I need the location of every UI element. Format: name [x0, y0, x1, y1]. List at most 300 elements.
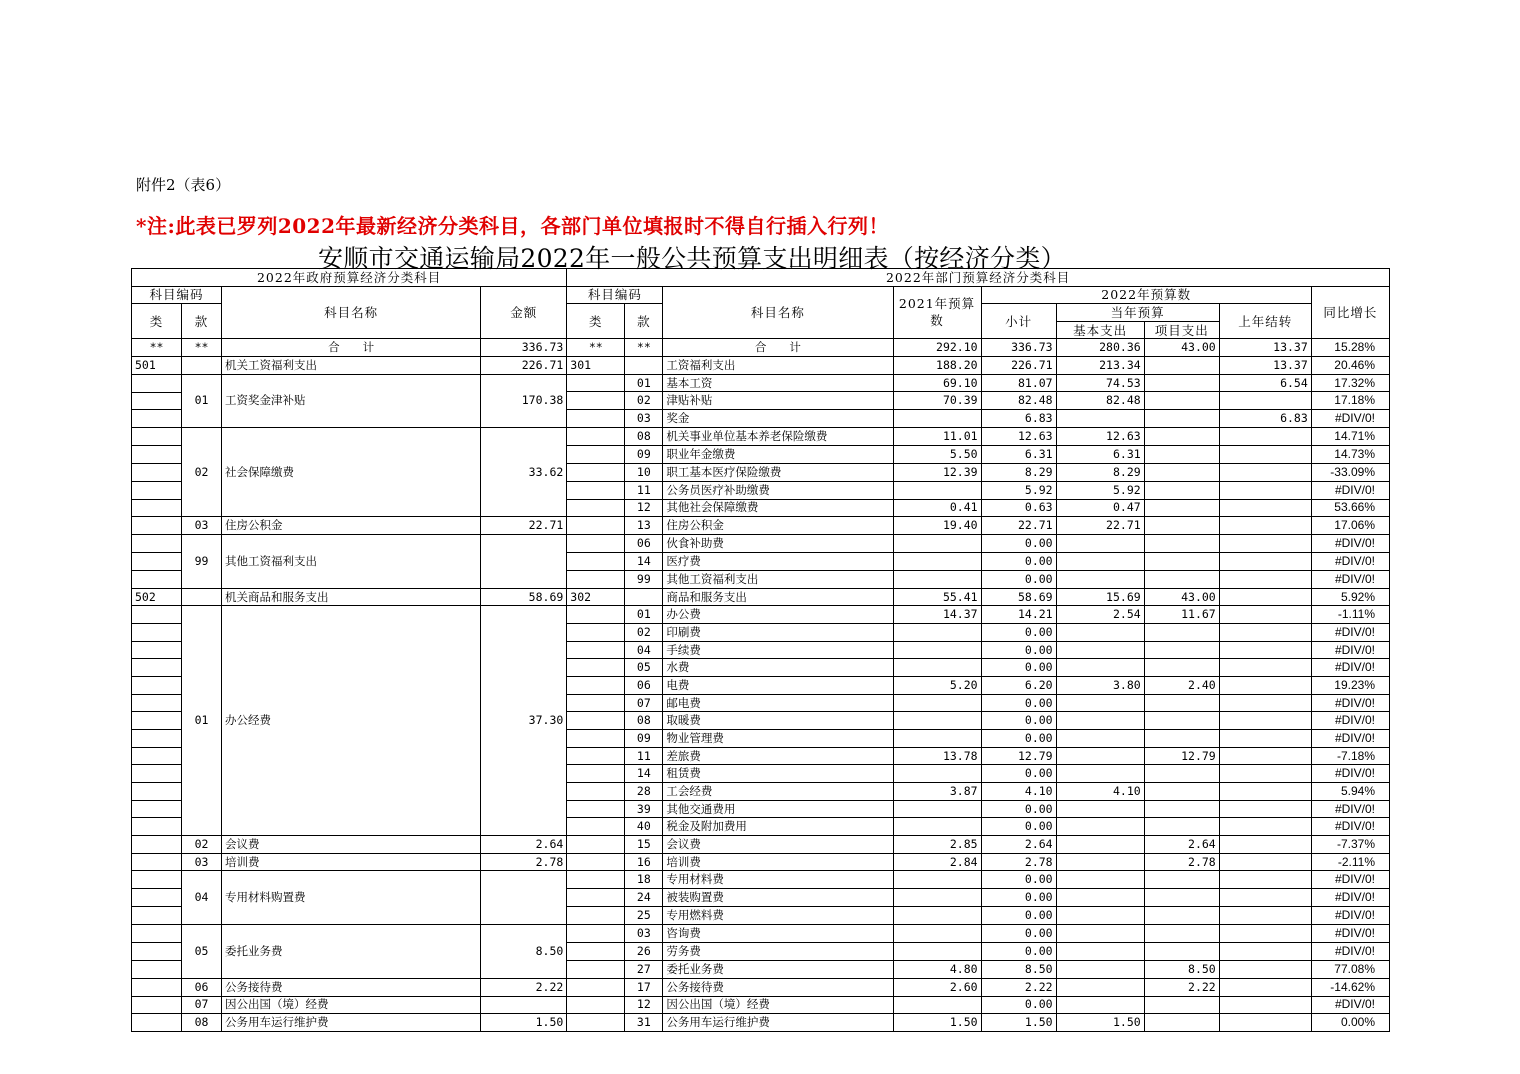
carryover-cell: [1219, 978, 1311, 996]
gov-class-cell: 502: [132, 588, 182, 606]
dept-name-cell: 取暖费: [663, 712, 893, 730]
dept-item-cell: 99: [625, 570, 663, 588]
yoy-cell: #DIV/0!: [1311, 570, 1389, 588]
project-cell: [1144, 765, 1219, 783]
gov-item-cell: 02: [182, 428, 222, 517]
yoy-cell: -14.62%: [1311, 978, 1389, 996]
dept-name-cell: 公务用车运行维护费: [663, 1014, 893, 1032]
basic-cell: 82.48: [1056, 392, 1144, 410]
budget-2021-cell: [893, 712, 981, 730]
class-cell-segment: [132, 889, 181, 907]
budget-2021-cell: 11.01: [893, 428, 981, 446]
dept-subject-code-header: 科目编码: [567, 286, 663, 304]
class-cell-segment: [132, 907, 181, 924]
budget-2021-cell: 13.78: [893, 747, 981, 765]
gov-amount-cell: [481, 996, 567, 1014]
gov-name-cell: 办公经费: [222, 606, 481, 836]
class-cell-segment: [132, 925, 181, 943]
dept-item-cell: 40: [625, 818, 663, 836]
carryover-cell: [1219, 624, 1311, 642]
gov-amount-cell: 58.69: [481, 588, 567, 606]
gov-item-cell: 02: [182, 836, 222, 854]
dept-item-cell: 11: [625, 481, 663, 499]
budget-2021-cell: [893, 641, 981, 659]
dept-class-cell: [567, 428, 625, 446]
dept-item-cell: 02: [625, 392, 663, 410]
carryover-cell: [1219, 853, 1311, 871]
project-cell: [1144, 624, 1219, 642]
gov-class-cell: 501: [132, 356, 182, 374]
basic-cell: 15.69: [1056, 588, 1144, 606]
gov-item-cell: 03: [182, 853, 222, 871]
carryover-cell: 6.83: [1219, 410, 1311, 428]
dept-name-cell: 专用材料费: [663, 871, 893, 889]
basic-cell: 5.92: [1056, 481, 1144, 499]
attachment-label: 附件2（表6）: [136, 176, 231, 194]
class-cell-dividers: [132, 535, 181, 588]
dept-class-cell: [567, 783, 625, 801]
class-cell-dividers: [132, 428, 181, 516]
basic-cell: [1056, 978, 1144, 996]
project-cell: [1144, 783, 1219, 801]
yoy-cell: 5.92%: [1311, 588, 1389, 606]
dept-name-cell: 职业年金缴费: [663, 446, 893, 464]
project-cell: [1144, 552, 1219, 570]
dept-item-cell: 04: [625, 641, 663, 659]
gov-amount-cell: 2.64: [481, 836, 567, 854]
total-gov-amount: 336.73: [481, 339, 567, 357]
yoy-cell: -2.11%: [1311, 853, 1389, 871]
class-cell-dividers: [132, 925, 181, 978]
yoy-cell: 14.71%: [1311, 428, 1389, 446]
carryover-cell: [1219, 392, 1311, 410]
dept-class-cell: [567, 818, 625, 836]
project-cell: [1144, 641, 1219, 659]
current-year-header: 当年预算: [1056, 304, 1219, 322]
gov-class-cell: [132, 978, 182, 996]
dept-item-cell: 27: [625, 960, 663, 978]
total-budget-2021: 292.10: [893, 339, 981, 357]
dept-class-header: 类: [567, 304, 625, 339]
subtotal-cell: 226.71: [981, 356, 1056, 374]
class-cell-segment: [132, 642, 181, 660]
dept-name-cell: 因公出国（境）经费: [663, 996, 893, 1014]
project-cell: 2.40: [1144, 677, 1219, 695]
budget-2021-cell: 2.85: [893, 836, 981, 854]
dept-name-cell: 劳务费: [663, 943, 893, 961]
project-cell: [1144, 481, 1219, 499]
dept-name-cell: 手续费: [663, 641, 893, 659]
gov-amount-header: 金额: [481, 286, 567, 339]
dept-name-cell: 其他社会保障缴费: [663, 499, 893, 517]
dept-class-cell: [567, 853, 625, 871]
dept-class-cell: [567, 446, 625, 464]
dept-name-cell: 职工基本医疗保险缴费: [663, 463, 893, 481]
project-cell: [1144, 800, 1219, 818]
carryover-cell: [1219, 677, 1311, 695]
subtotal-cell: 2.78: [981, 853, 1056, 871]
dept-item-cell: 16: [625, 853, 663, 871]
table-row: [132, 428, 1390, 446]
project-cell: [1144, 517, 1219, 535]
gov-name-cell: 机关工资福利支出: [222, 356, 481, 374]
subtotal-cell: 8.29: [981, 463, 1056, 481]
dept-class-cell: 301: [567, 356, 625, 374]
dept-name-cell: 水费: [663, 659, 893, 677]
dept-name-cell: 其他工资福利支出: [663, 570, 893, 588]
project-cell: [1144, 428, 1219, 446]
project-cell: [1144, 570, 1219, 588]
class-cell-segment: [132, 659, 181, 677]
subtotal-cell: 0.00: [981, 712, 1056, 730]
page-title: 安顺市交通运输局2022年一般公共预算支出明细表（按经济分类）: [318, 244, 1066, 273]
subtotal-cell: 0.00: [981, 552, 1056, 570]
dept-item-cell: 39: [625, 800, 663, 818]
dept-name-cell: 商品和服务支出: [663, 588, 893, 606]
budget-2021-cell: [893, 570, 981, 588]
dept-class-cell: [567, 374, 625, 392]
total-gov-class: **: [132, 339, 182, 357]
dept-class-cell: [567, 499, 625, 517]
yoy-cell: 19.23%: [1311, 677, 1389, 695]
budget-2021-cell: 4.80: [893, 960, 981, 978]
dept-class-cell: [567, 641, 625, 659]
budget-2021-cell: [893, 818, 981, 836]
gov-item-cell: 01: [182, 606, 222, 836]
carryover-cell: [1219, 836, 1311, 854]
subtotal-cell: 8.50: [981, 960, 1056, 978]
yoy-cell: 0.00%: [1311, 1014, 1389, 1032]
dept-name-cell: 公务接待费: [663, 978, 893, 996]
project-cell: [1144, 446, 1219, 464]
dept-name-cell: 委托业务费: [663, 960, 893, 978]
dept-name-cell: 培训费: [663, 853, 893, 871]
class-cell-segment: [132, 571, 181, 588]
budget-table: [131, 268, 1390, 1032]
yoy-cell: 5.94%: [1311, 783, 1389, 801]
dept-class-cell: [567, 463, 625, 481]
subtotal-cell: 82.48: [981, 392, 1056, 410]
basic-cell: [1056, 925, 1144, 943]
budget-2021-cell: [893, 800, 981, 818]
gov-name-cell: 公务用车运行维护费: [222, 1014, 481, 1032]
subtotal-cell: 2.64: [981, 836, 1056, 854]
subtotal-cell: 22.71: [981, 517, 1056, 535]
project-cell: [1144, 499, 1219, 517]
class-cell-segment: [132, 961, 181, 978]
basic-cell: [1056, 730, 1144, 748]
gov-subject-name-header: 科目名称: [222, 286, 481, 339]
gov-class-cell: [132, 428, 182, 517]
budget-2021-cell: 5.20: [893, 677, 981, 695]
subtotal-cell: 0.00: [981, 694, 1056, 712]
dept-class-cell: [567, 712, 625, 730]
dept-item-cell: 09: [625, 446, 663, 464]
dept-item-cell: [625, 588, 663, 606]
budget-2022-header: 2022年预算数: [981, 286, 1311, 304]
yoy-cell: 14.73%: [1311, 446, 1389, 464]
gov-item-cell: 03: [182, 517, 222, 535]
yoy-cell: #DIV/0!: [1311, 694, 1389, 712]
total-gov-item: **: [182, 339, 222, 357]
gov-amount-cell: 8.50: [481, 925, 567, 979]
dept-class-cell: [567, 410, 625, 428]
dept-item-cell: 15: [625, 836, 663, 854]
dept-item-cell: 06: [625, 534, 663, 552]
dept-name-cell: 工资福利支出: [663, 356, 893, 374]
budget-2021-cell: 12.39: [893, 463, 981, 481]
basic-cell: 22.71: [1056, 517, 1144, 535]
subtotal-cell: 0.63: [981, 499, 1056, 517]
basic-cell: [1056, 853, 1144, 871]
table-row: [132, 853, 1390, 871]
subtotal-cell: 0.00: [981, 659, 1056, 677]
dept-item-cell: 01: [625, 606, 663, 624]
project-cell: [1144, 374, 1219, 392]
dept-name-cell: 伙食补助费: [663, 534, 893, 552]
dept-class-cell: [567, 534, 625, 552]
basic-cell: [1056, 747, 1144, 765]
budget-2021-cell: [893, 871, 981, 889]
budget-2021-cell: [893, 694, 981, 712]
dept-name-cell: 专用燃料费: [663, 907, 893, 925]
carryover-cell: [1219, 818, 1311, 836]
gov-amount-cell: [481, 871, 567, 925]
dept-item-cell: 24: [625, 889, 663, 907]
project-cell: [1144, 871, 1219, 889]
table-row: [132, 925, 1390, 943]
class-cell-segment: [132, 695, 181, 713]
carryover-cell: [1219, 481, 1311, 499]
project-cell: [1144, 943, 1219, 961]
project-cell: 11.67: [1144, 606, 1219, 624]
yoy-cell: 77.08%: [1311, 960, 1389, 978]
dept-item-cell: 01: [625, 374, 663, 392]
basic-cell: [1056, 570, 1144, 588]
budget-2021-cell: 14.37: [893, 606, 981, 624]
yoy-cell: #DIV/0!: [1311, 765, 1389, 783]
basic-cell: [1056, 765, 1144, 783]
dept-subject-name-header: 科目名称: [663, 286, 893, 339]
budget-2021-cell: 3.87: [893, 783, 981, 801]
project-cell: [1144, 996, 1219, 1014]
dept-class-cell: [567, 624, 625, 642]
basic-cell: [1056, 889, 1144, 907]
carryover-cell: [1219, 517, 1311, 535]
carryover-cell: [1219, 943, 1311, 961]
subtotal-cell: 0.00: [981, 641, 1056, 659]
subtotal-cell: 6.20: [981, 677, 1056, 695]
yoy-header: 同比增长: [1311, 286, 1389, 339]
class-cell-segment: [132, 606, 181, 624]
gov-item-cell: [182, 588, 222, 606]
carryover-cell: [1219, 552, 1311, 570]
basic-cell: [1056, 534, 1144, 552]
table-row: [132, 606, 1390, 624]
carryover-cell: [1219, 606, 1311, 624]
budget-2021-cell: [893, 907, 981, 925]
dept-item-cell: 10: [625, 463, 663, 481]
note-text: *注:此表已罗列2022年最新经济分类科目，各部门单位填报时不得自行插入行列！: [136, 214, 890, 238]
yoy-cell: -7.37%: [1311, 836, 1389, 854]
subtotal-cell: 14.21: [981, 606, 1056, 624]
budget-2021-cell: 5.50: [893, 446, 981, 464]
dept-class-cell: [567, 907, 625, 925]
basic-cell: [1056, 818, 1144, 836]
basic-cell: [1056, 641, 1144, 659]
subtotal-cell: 2.22: [981, 978, 1056, 996]
basic-cell: [1056, 624, 1144, 642]
project-cell: [1144, 694, 1219, 712]
yoy-cell: #DIV/0!: [1311, 943, 1389, 961]
class-cell-segment: [132, 375, 181, 393]
gov-name-cell: 专用材料购置费: [222, 871, 481, 925]
carryover-cell: [1219, 765, 1311, 783]
dept-class-cell: [567, 747, 625, 765]
yoy-cell: -1.11%: [1311, 606, 1389, 624]
basic-cell: [1056, 410, 1144, 428]
budget-2021-cell: 69.10: [893, 374, 981, 392]
dept-item-cell: 11: [625, 747, 663, 765]
dept-class-cell: [567, 925, 625, 943]
carryover-cell: [1219, 1014, 1311, 1032]
yoy-cell: #DIV/0!: [1311, 907, 1389, 925]
dept-item-cell: 09: [625, 730, 663, 748]
dept-class-cell: [567, 943, 625, 961]
dept-item-cell: 14: [625, 552, 663, 570]
project-cell: [1144, 392, 1219, 410]
subtotal-cell: 0.00: [981, 765, 1056, 783]
dept-item-cell: 08: [625, 428, 663, 446]
gov-class-cell: [132, 606, 182, 836]
carryover-cell: [1219, 871, 1311, 889]
dept-class-cell: [567, 996, 625, 1014]
subtotal-cell: 0.00: [981, 624, 1056, 642]
dept-class-cell: [567, 606, 625, 624]
basic-cell: [1056, 943, 1144, 961]
carryover-cell: [1219, 588, 1311, 606]
carryover-cell: [1219, 570, 1311, 588]
carryover-cell: [1219, 996, 1311, 1014]
gov-item-cell: 08: [182, 1014, 222, 1032]
project-cell: 2.22: [1144, 978, 1219, 996]
carryover-cell: [1219, 446, 1311, 464]
class-cell-segment: [132, 624, 181, 642]
gov-name-cell: 社会保障缴费: [222, 428, 481, 517]
dept-name-cell: 办公费: [663, 606, 893, 624]
dept-item-cell: [625, 356, 663, 374]
gov-name-cell: 工资奖金津补贴: [222, 374, 481, 428]
budget-2021-cell: [893, 925, 981, 943]
budget-2021-cell: 2.60: [893, 978, 981, 996]
dept-class-cell: 302: [567, 588, 625, 606]
gov-amount-cell: 33.62: [481, 428, 567, 517]
yoy-cell: #DIV/0!: [1311, 641, 1389, 659]
budget-2021-cell: 188.20: [893, 356, 981, 374]
yoy-cell: 17.06%: [1311, 517, 1389, 535]
budget-2021-cell: 1.50: [893, 1014, 981, 1032]
carryover-cell: [1219, 800, 1311, 818]
gov-amount-cell: 170.38: [481, 374, 567, 428]
budget-2021-cell: [893, 889, 981, 907]
basic-cell: 2.54: [1056, 606, 1144, 624]
class-cell-segment: [132, 730, 181, 748]
dept-name-cell: 被装购置费: [663, 889, 893, 907]
carryover-cell: [1219, 534, 1311, 552]
project-cell: [1144, 907, 1219, 925]
dept-item-cell: 12: [625, 996, 663, 1014]
dept-item-cell: 07: [625, 694, 663, 712]
dept-class-cell: [567, 659, 625, 677]
dept-name-cell: 基本工资: [663, 374, 893, 392]
class-cell-segment: [132, 428, 181, 446]
budget-2021-cell: [893, 943, 981, 961]
gov-item-cell: [182, 356, 222, 374]
budget-2021-cell: [893, 481, 981, 499]
gov-amount-cell: [481, 534, 567, 588]
gov-class-cell: [132, 534, 182, 588]
gov-class-cell: [132, 925, 182, 979]
yoy-cell: -33.09%: [1311, 463, 1389, 481]
basic-cell: 6.31: [1056, 446, 1144, 464]
dept-item-cell: 25: [625, 907, 663, 925]
gov-class-cell: [132, 836, 182, 854]
yoy-cell: 53.66%: [1311, 499, 1389, 517]
gov-amount-cell: 1.50: [481, 1014, 567, 1032]
dept-name-cell: 会议费: [663, 836, 893, 854]
carryover-cell: [1219, 659, 1311, 677]
dept-item-cell: 31: [625, 1014, 663, 1032]
gov-class-cell: [132, 517, 182, 535]
budget-2021-cell: [893, 730, 981, 748]
total-basic: 280.36: [1056, 339, 1144, 357]
dept-name-cell: 津贴补贴: [663, 392, 893, 410]
basic-cell: [1056, 712, 1144, 730]
class-cell-segment: [132, 783, 181, 801]
dept-section-header: 2022年部门预算经济分类科目: [567, 269, 1390, 287]
subtotal-cell: 4.10: [981, 783, 1056, 801]
carryover-cell: [1219, 712, 1311, 730]
carryover-cell: 6.54: [1219, 374, 1311, 392]
table-row: [132, 374, 1390, 392]
table-row: [132, 588, 1390, 606]
budget-2021-cell: [893, 765, 981, 783]
gov-subject-code-header: 科目编码: [132, 286, 222, 304]
project-cell: [1144, 925, 1219, 943]
basic-cell: [1056, 694, 1144, 712]
dept-item-cell: 17: [625, 978, 663, 996]
dept-item-header: 款: [625, 304, 663, 339]
dept-class-cell: [567, 730, 625, 748]
project-cell: 2.64: [1144, 836, 1219, 854]
carryover-cell: [1219, 694, 1311, 712]
class-cell-segment: [132, 446, 181, 464]
yoy-cell: -7.18%: [1311, 747, 1389, 765]
carryover-cell: [1219, 907, 1311, 925]
table-row: [132, 996, 1390, 1014]
basic-cell: [1056, 960, 1144, 978]
carryover-cell: [1219, 428, 1311, 446]
subtotal-cell: 0.00: [981, 800, 1056, 818]
yoy-cell: #DIV/0!: [1311, 481, 1389, 499]
table-row: [132, 978, 1390, 996]
class-cell-segment: [132, 712, 181, 730]
total-yoy: 15.28%: [1311, 339, 1389, 357]
carryover-cell: [1219, 747, 1311, 765]
project-cell: 2.78: [1144, 853, 1219, 871]
total-project: 43.00: [1144, 339, 1219, 357]
class-cell-segment: [132, 464, 181, 482]
